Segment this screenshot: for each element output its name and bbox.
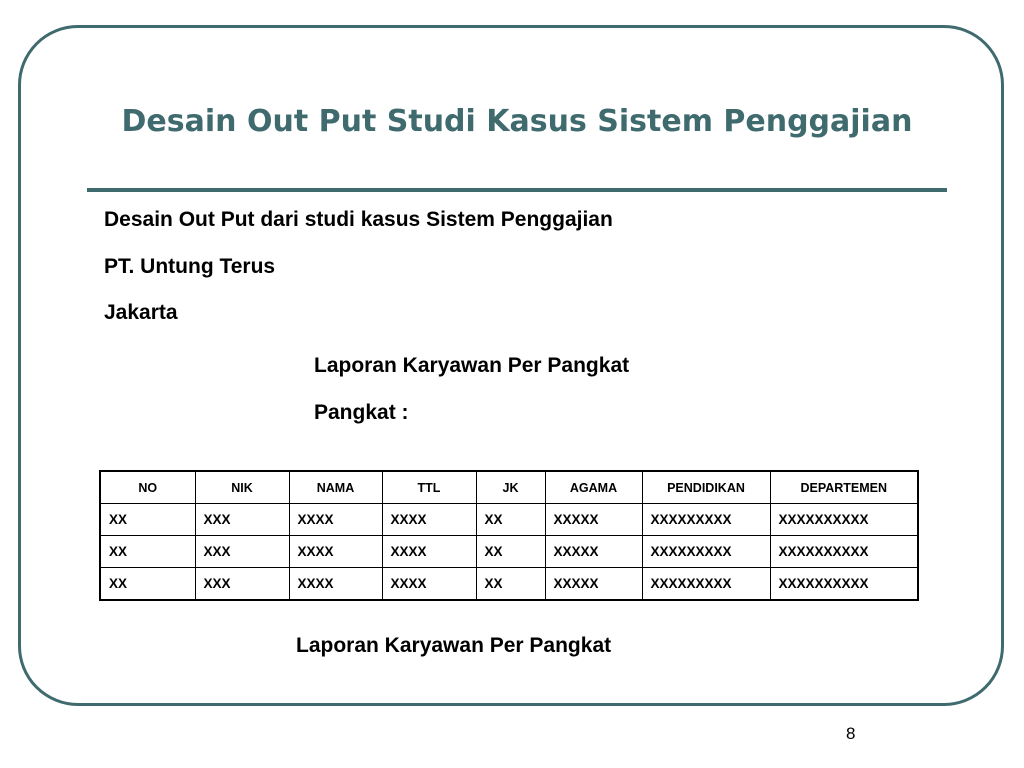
table-header-row <box>100 471 918 504</box>
table-cell: XX <box>100 536 195 568</box>
page-number: 8 <box>846 724 856 743</box>
table-caption: Laporan Karyawan Per Pangkat <box>296 634 612 657</box>
table-cell: XXXXXXXXXX <box>770 536 918 568</box>
column-header-no: NO <box>100 471 195 504</box>
table-cell: XX <box>476 568 545 601</box>
company-city: Jakarta <box>104 301 178 324</box>
table-cell: XXXXX <box>545 504 642 536</box>
table-cell: XXXX <box>382 536 476 568</box>
table-cell: XXXXXXXXXX <box>770 568 918 601</box>
employee-report-table <box>99 470 919 601</box>
intro-line-1: Desain Out Put dari studi kasus Sistem Penggajian <box>104 208 613 231</box>
table-cell: XXXX <box>289 568 382 601</box>
table-cell: XXXXX <box>545 568 642 601</box>
column-header-jk: JK <box>476 471 545 504</box>
column-header-departemen: DEPARTEMEN <box>770 471 918 504</box>
table-cell: XX <box>100 504 195 536</box>
table-cell: XXXXXXXXX <box>642 536 770 568</box>
table-cell: XXX <box>195 504 289 536</box>
table-cell: XXXX <box>382 568 476 601</box>
title-divider <box>87 188 947 192</box>
column-header-agama: AGAMA <box>545 471 642 504</box>
table-cell: XXXXX <box>545 536 642 568</box>
report-title: Laporan Karyawan Per Pangkat <box>314 354 630 377</box>
table-cell: XXXX <box>382 504 476 536</box>
column-header-ttl: TTL <box>382 471 476 504</box>
table-cell: XXXX <box>289 536 382 568</box>
table-cell: XX <box>476 504 545 536</box>
pangkat-label: Pangkat : <box>314 401 409 424</box>
table-row <box>100 504 918 536</box>
table-cell: XXX <box>195 568 289 601</box>
column-header-nik: NIK <box>195 471 289 504</box>
table-row <box>100 568 918 601</box>
table-cell: XXXXXXXXX <box>642 504 770 536</box>
slide-title: Desain Out Put Studi Kasus Sistem Penggajian <box>121 104 913 139</box>
table-row <box>100 536 918 568</box>
table-cell: XXX <box>195 536 289 568</box>
table-cell: XXXXXXXXX <box>642 568 770 601</box>
column-header-nama: NAMA <box>289 471 382 504</box>
company-name: PT. Untung Terus <box>104 255 276 278</box>
table-cell: XXXXXXXXXX <box>770 504 918 536</box>
column-header-pendidikan: PENDIDIKAN <box>642 471 770 504</box>
table-cell: XX <box>476 536 545 568</box>
table-cell: XX <box>100 568 195 601</box>
table-cell: XXXX <box>289 504 382 536</box>
